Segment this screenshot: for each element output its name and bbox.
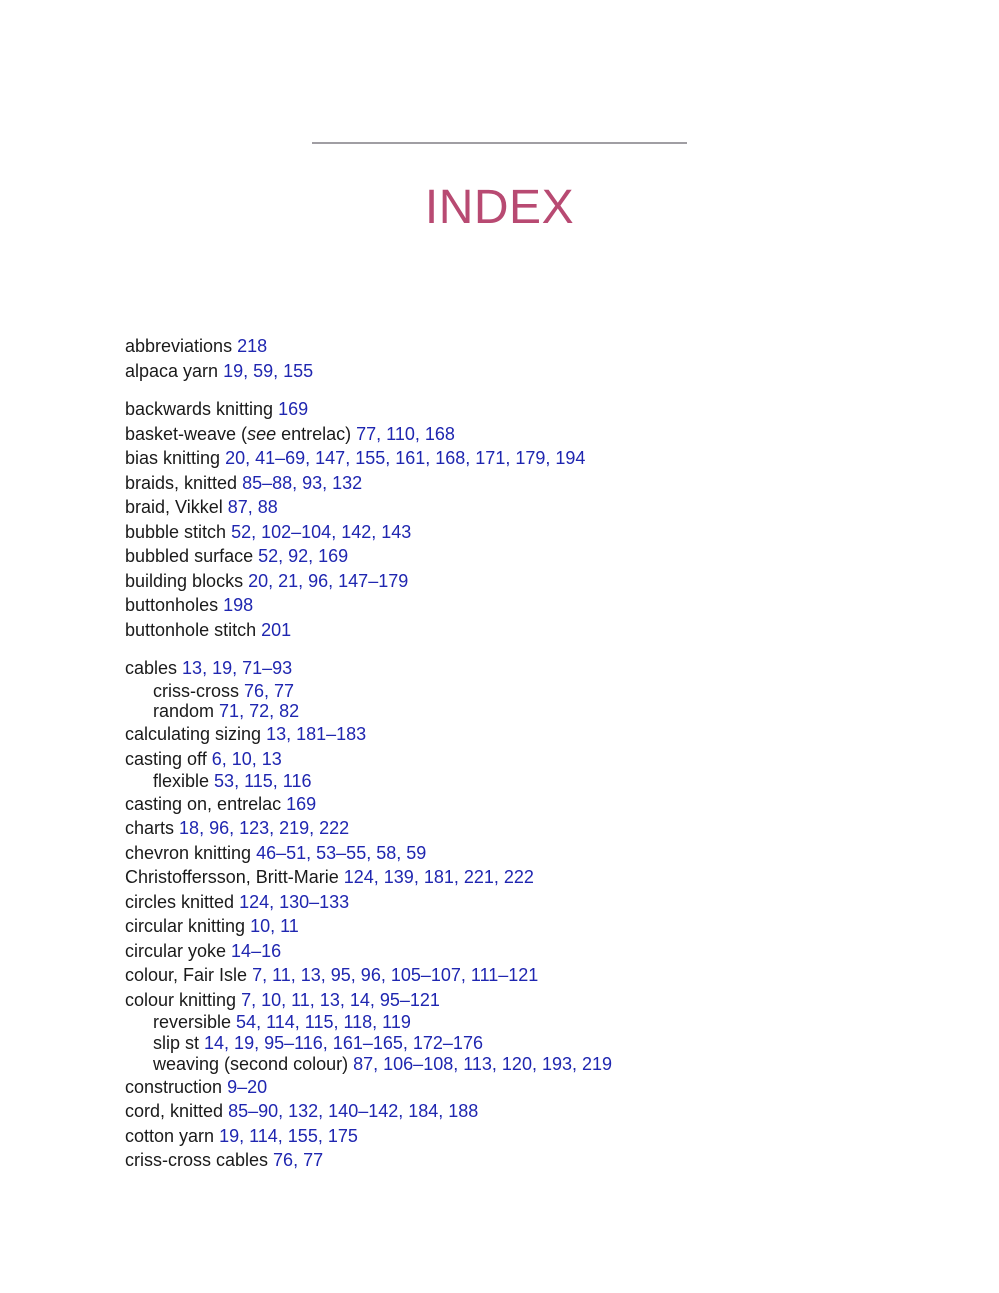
entry-term: basket-weave ( [125, 423, 248, 444]
entry-pages[interactable]: 85–90, 132, 140–142, 184, 188 [228, 1101, 479, 1122]
entry-term: circles knitted [125, 891, 235, 912]
index-entry [125, 569, 945, 594]
entry-pages[interactable]: 20, 41–69, 147, 155, 161, 168, 171, 179, 194 [225, 448, 586, 468]
entry-term: casting on, entrelac [125, 793, 282, 814]
index-entry [125, 618, 945, 643]
index-entry [125, 1148, 945, 1173]
entry-pages[interactable]: 53, 115, 116 [214, 771, 312, 792]
entry-term: circular knitting [125, 916, 246, 937]
entry-pages[interactable]: 20, 21, 96, 147–179 [248, 570, 409, 591]
index-entry [125, 914, 945, 939]
entry-pages[interactable]: 77, 110, 168 [356, 423, 455, 444]
entry-pages[interactable]: 54, 114, 115, 118, 119 [236, 1012, 411, 1033]
entry-pages[interactable]: 169 [278, 399, 309, 419]
entry-term: circular yoke [125, 940, 227, 961]
entry-term: construction [125, 1076, 223, 1097]
entry-pages[interactable]: 52, 102–104, 142, 143 [231, 521, 412, 542]
entry-pages[interactable]: 46–51, 53–55, 58, 59 [256, 842, 427, 863]
entry-pages[interactable]: 169 [286, 793, 317, 814]
index-entry [125, 656, 945, 681]
entry-term: braid, Vikkel [125, 497, 223, 517]
entry-pages[interactable]: 201 [261, 619, 292, 640]
entry-term: casting off [125, 748, 207, 769]
entry-pages[interactable]: 7, 10, 11, 13, 14, 95–121 [241, 989, 440, 1010]
index-subentry [125, 701, 945, 722]
entry-term: charts [125, 818, 175, 839]
entry-pages[interactable]: 218 [237, 336, 268, 356]
entry-pages[interactable]: 52, 92, 169 [258, 546, 349, 566]
page-title: INDEX [424, 181, 575, 234]
index-entry [125, 359, 945, 384]
entry-pages[interactable]: 198 [223, 595, 254, 615]
index-entry [125, 939, 945, 964]
entry-term: bubbled surface [125, 546, 254, 566]
entry-term: slip st [153, 1033, 200, 1054]
entry-term: backwards knitting [125, 399, 274, 419]
entry-term: colour, Fair Isle [125, 965, 248, 986]
entry-pages[interactable]: 76, 77 [244, 680, 295, 701]
entry-pages[interactable]: 76, 77 [273, 1150, 324, 1171]
entry-pages[interactable]: 9–20 [227, 1076, 268, 1097]
entry-pages[interactable]: 14–16 [231, 940, 282, 961]
entry-pages[interactable]: 71, 72, 82 [219, 701, 300, 722]
index-subentry [125, 771, 945, 792]
entry-term: cotton yarn [125, 1125, 215, 1146]
entry-pages[interactable]: 18, 96, 123, 219, 222 [179, 818, 350, 839]
index-entry [125, 397, 945, 422]
index-subentry [125, 681, 945, 702]
entry-term: abbreviations [125, 336, 233, 356]
index-entry [125, 520, 945, 545]
index-entry [125, 1099, 945, 1124]
index-subentry [125, 1033, 945, 1054]
entry-term: flexible [153, 771, 210, 792]
entry-term: colour knitting [125, 989, 237, 1010]
index-entry [125, 890, 945, 915]
entry-pages[interactable]: 87, 88 [227, 497, 278, 517]
entry-pages[interactable]: 7, 11, 13, 95, 96, 105–107, 111–121 [252, 965, 539, 986]
index-entry [125, 747, 945, 772]
entry-term: braids, knitted [125, 472, 238, 493]
entry-term: reversible [153, 1012, 232, 1033]
index-entry [125, 1075, 945, 1100]
entry-term: weaving (second colour) [153, 1053, 349, 1074]
entry-see-reference: see [247, 423, 277, 444]
index-entry [125, 816, 945, 841]
entry-pages[interactable]: 85–88, 93, 132 [242, 472, 363, 493]
entry-term: buttonhole stitch [125, 619, 257, 640]
entry-pages[interactable]: 10, 11 [250, 916, 299, 937]
index-entry [125, 722, 945, 747]
entry-pages[interactable]: 13, 181–183 [266, 724, 367, 745]
index-entry [125, 471, 945, 496]
entry-term: calculating sizing [125, 724, 262, 745]
entry-term: buttonholes [125, 595, 219, 615]
entry-pages[interactable]: 124, 139, 181, 221, 222 [343, 867, 534, 888]
entry-pages[interactable]: 6, 10, 13 [211, 748, 282, 769]
entry-term: building blocks [125, 570, 244, 591]
index-entry [125, 544, 945, 569]
entry-term: bias knitting [125, 448, 221, 468]
entry-term-after: entrelac) [276, 423, 352, 444]
index-entry [125, 593, 945, 618]
entry-pages[interactable]: 14, 19, 95–116, 161–165, 172–176 [204, 1033, 483, 1054]
entry-term: criss-cross cables [125, 1150, 269, 1171]
index-entry [125, 963, 945, 988]
index-subentry [125, 1012, 945, 1033]
header-rule [312, 142, 687, 144]
entry-term: bubble stitch [125, 521, 227, 542]
index-subentry [125, 1054, 945, 1075]
index-entry [125, 495, 945, 520]
index-entry [125, 422, 945, 447]
index-list [125, 334, 945, 1173]
index-entry [125, 792, 945, 817]
index-entry [125, 1124, 945, 1149]
entry-pages[interactable]: 19, 59, 155 [223, 360, 314, 381]
entry-pages[interactable]: 19, 114, 155, 175 [219, 1125, 358, 1146]
entry-term: alpaca yarn [125, 360, 219, 381]
index-entry [125, 841, 945, 866]
entry-term: cord, knitted [125, 1101, 224, 1122]
index-entry [125, 446, 945, 471]
entry-pages[interactable]: 13, 19, 71–93 [182, 658, 293, 678]
index-entry [125, 334, 945, 359]
entry-term: random [153, 701, 215, 722]
entry-term: criss-cross [153, 680, 239, 701]
entry-term: cables [125, 658, 178, 678]
index-entry [125, 865, 945, 890]
entry-term: chevron knitting [125, 842, 252, 863]
entry-term: Christoffersson, Britt-Marie [125, 867, 339, 888]
entry-pages[interactable]: 124, 130–133 [239, 891, 350, 912]
index-entry [125, 988, 945, 1013]
entry-pages[interactable]: 87, 106–108, 113, 120, 193, 219 [353, 1053, 613, 1074]
